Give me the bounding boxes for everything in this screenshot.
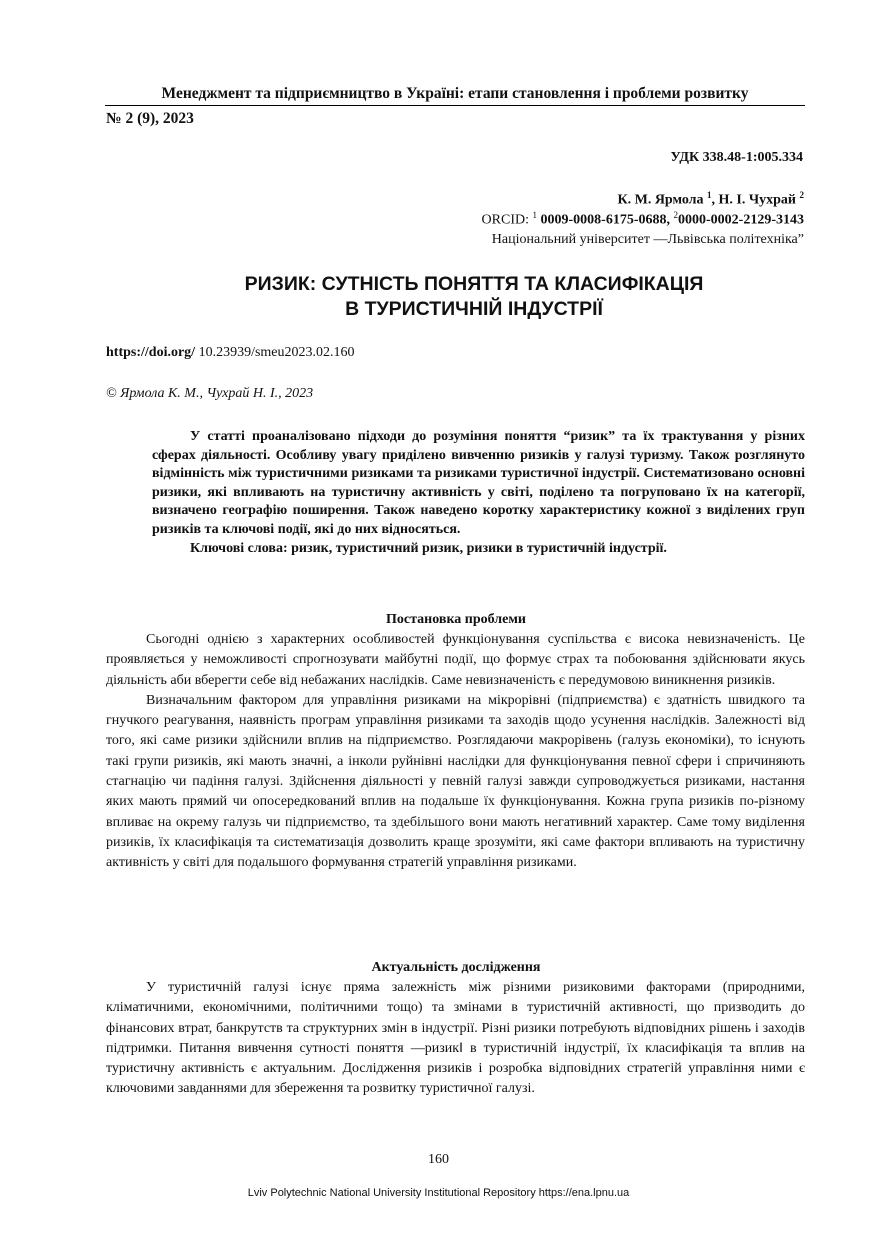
- udc-code: УДК 338.48-1:005.334: [670, 150, 803, 165]
- section-heading-relevance: Актуальність дослідження: [371, 960, 541, 975]
- article-title: [106, 272, 842, 322]
- author-2: Н. І. Чухрай: [718, 192, 796, 208]
- abstract: [152, 428, 805, 558]
- repository-footer: Lviv Polytechnic National University Institutional Repository https://ena.lpnu.ua: [247, 1187, 630, 1199]
- section-heading-problem: Постановка проблеми: [386, 612, 526, 627]
- university: Національний університет ―Львівська політехніка”: [491, 232, 804, 247]
- journal-issue: № 2 (9), 2023: [106, 110, 194, 127]
- authors-separator: ,: [711, 192, 719, 208]
- title-line-1: РИЗИК: СУТНІСТЬ ПОНЯТТЯ ТА КЛАСИФІКАЦІЯ: [244, 273, 704, 295]
- doi: [106, 345, 355, 361]
- doi-id: 10.23939/smeu2023.02.160: [195, 345, 355, 360]
- section-relevance-body: [106, 978, 805, 1100]
- authors: [617, 190, 804, 209]
- keywords: Ключові слова: ризик, туристичний ризик, ризики в туристичній індустрії.: [190, 540, 667, 556]
- author-2-affiliation: 2: [799, 190, 804, 200]
- title-line-2: В ТУРИСТИЧНІЙ ІНДУСТРІЇ: [345, 298, 603, 320]
- orcid-id-1: 0009-0008-6175-0688,: [540, 212, 674, 228]
- abstract-text: У статті проаналізовано підходи до розуміння поняття “ризик” та їх трактування у різних сферах діяльності. Особливу увагу приділено вивченню ризиків у галузі туризму. Також розглянуто відмінність між туристичними ризиками та ризиками туристичної індустрії. Систематизовано основні ризики, які впливають на туристичну активність у світі, поділено та погруповано їх на категорії, визначено географію поширення. Також наведено коротку характеристику кожної з виділених груп ризиків та ключові події, які до них відносяться.: [152, 429, 805, 537]
- paragraph: У туристичній галузі існує пряма залежність між різними ризиковими факторами (природними, кліматичними, економічними, політичними тощо) та змінами в туристичній активності, що призводить до фінансових втрат, банкрутств та структурних змін в індустрії. Різні ризики потребують відповідних рішень і заходів підтримки. Питання вивчення сутності поняття ―ризик‖ в туристичній індустрії, їх класифікація та вплив на туристичну активність є актуальним. Дослідження ризиків і розробка відповідних стратегій управління ними є ключовими завданнями для збереження та розвитку туристичної галузі.: [106, 980, 805, 1097]
- paragraph: Сьогодні однією з характерних особливостей функціонування суспільства є висока невизначеність. Це проявляється у неможливості спрогнозувати майбутні події, що формує страх та побоювання здійснювати якусь діяльність аби вберегти себе від небажаних наслідків. Саме невизначеність є передумовою виникнення ризиків.: [106, 632, 805, 688]
- orcid-sup-2: 2: [673, 210, 678, 220]
- doi-prefix-link[interactable]: https://doi.org/: [106, 345, 196, 360]
- author-1: К. М. Ярмола: [617, 192, 704, 208]
- author-1-affiliation: 1: [707, 190, 712, 200]
- orcid-sup-1: 1: [532, 210, 537, 220]
- page-number: 160: [428, 1152, 449, 1167]
- paragraph: Визначальним фактором для управління ризиками на мікрорівні (підприємства) є здатність швидкого та гнучкого реагування, наявність програм управління ризиками та заходів щодо усунення наслідків. Залежності від того, які саме ризики здійснили вплив на підприємство. Розглядаючи макрорівень (галузь економіки), то існують такі групи ризиків, які мають значні, а інколи руйнівні наслідки для функціонування певної сфери і спричиняють стагнацію чи падіння галузі. Здійснення діяльності у певній галузі завжди супроводжується ризиками, настання яких мають прямий чи опосередкований вплив на подальше їх функціонування. Кожна група ризиків по-різному впливає на окрему галузь чи підприємство, та здебільшого вони мають негативний характер. Саме тому виділення ризиків, їх класифікація та систематизація дозволить краще зрозуміти, які саме фактори впливають на туристичну активність у світі для подальшого формування стратегій управління ризиками.: [106, 692, 805, 871]
- orcid-label: ORCID:: [481, 212, 533, 228]
- section-problem-body: [106, 630, 805, 874]
- header-rule: [105, 105, 805, 106]
- journal-title: Менеджмент та підприємництво в Україні: етапи становлення і проблеми розвитку: [161, 85, 749, 102]
- copyright: © Ярмола К. М., Чухрай Н. І., 2023: [106, 386, 314, 401]
- orcid-line: [482, 210, 804, 229]
- orcid-id-2: 0000-0002-2129-3143: [678, 212, 804, 228]
